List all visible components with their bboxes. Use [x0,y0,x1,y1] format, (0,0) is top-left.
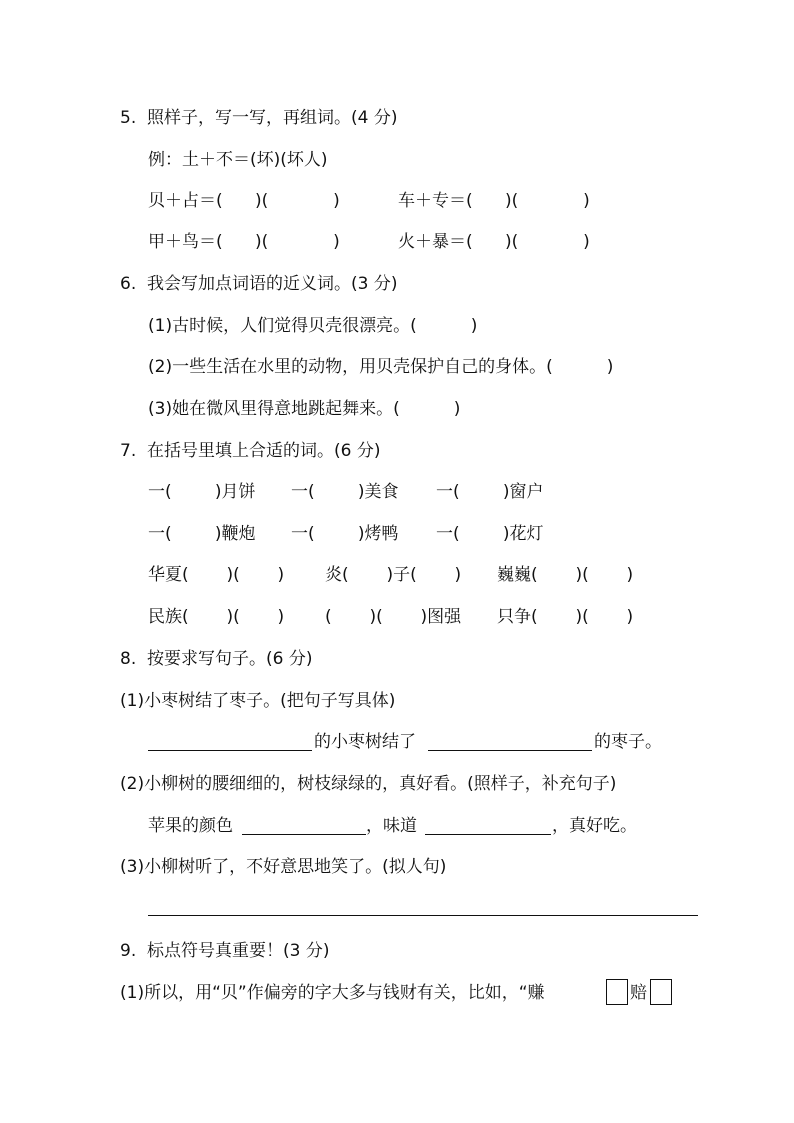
q7-r2-c3: 一( )花灯 [436,524,544,544]
q7-r3-c2: 炎( )子( ) [325,565,462,585]
q8-s1-blank-1[interactable] [148,750,312,751]
q7-r4-c3: 只争( )( ) [497,607,634,627]
q8-s1-prompt: (1)小枣树结了枣子。(把句子写具体) [120,691,396,711]
q5-example: 例：土＋不＝(坏)(坏人) [148,150,328,170]
q8-s2-blank-2[interactable] [425,834,551,835]
q5-title: 5. 照样子，写一写，再组词。(4 分) [120,108,398,128]
q7-r1-c2: 一( )美食 [291,482,399,502]
q9-answer-box-1[interactable] [606,979,628,1005]
q8-s2-b: ，味道 [366,816,417,836]
q6-item-1: (1)古时候，人们觉得贝壳很漂亮。( ) [148,316,478,336]
q7-r4-c1: 民族( )( ) [148,607,285,627]
q6-item-3: (3)她在微风里得意地跳起舞来。( ) [148,399,461,419]
q8-s1-mid: 的小枣树结了 [314,732,416,752]
q6-item-2: (2)一些生活在水里的动物，用贝壳保护自己的身体。( ) [148,357,614,377]
q9-title: 9. 标点符号真重要！(3 分) [120,941,330,961]
q8-s3-prompt: (3)小柳树听了，不好意思地笑了。(拟人句) [120,857,447,877]
q5-item-4: 火＋暴＝( )( ) [398,232,590,252]
q9-s1-char-2: 赔 [630,983,647,1003]
q7-r2-c1: 一( )鞭炮 [148,524,256,544]
q7-r4-c2: ( )( )图强 [325,607,462,627]
q8-s1-blank-2[interactable] [428,750,592,751]
q7-r2-c2: 一( )烤鸭 [291,524,399,544]
q7-r3-c1: 华夏( )( ) [148,565,285,585]
q5-item-3: 甲＋鸟＝( )( ) [148,232,340,252]
q9-answer-box-2[interactable] [650,979,672,1005]
q8-s2-blank-1[interactable] [242,834,366,835]
q7-r3-c3: 巍巍( )( ) [497,565,634,585]
q8-title: 8. 按要求写句子。(6 分) [120,649,313,669]
q8-s2-c: ，真好吃。 [552,816,637,836]
q6-title: 6. 我会写加点词语的近义词。(3 分) [120,274,398,294]
q7-r1-c1: 一( )月饼 [148,482,256,502]
q7-title: 7. 在括号里填上合适的词。(6 分) [120,441,381,461]
q8-s1-end: 的枣子。 [594,732,662,752]
q8-s2-prompt: (2)小柳树的腰细细的，树枝绿绿的，真好看。(照样子，补充句子) [120,774,617,794]
q8-s3-answer-line[interactable] [148,915,698,916]
q9-s1-text: (1)所以，用“贝”作偏旁的字大多与钱财有关，比如，“赚 [120,983,545,1003]
q5-item-1: 贝＋占＝( )( ) [148,191,340,211]
q5-item-2: 车＋专＝( )( ) [398,191,590,211]
q8-s2-a: 苹果的颜色 [148,816,233,836]
q7-r1-c3: 一( )窗户 [436,482,544,502]
